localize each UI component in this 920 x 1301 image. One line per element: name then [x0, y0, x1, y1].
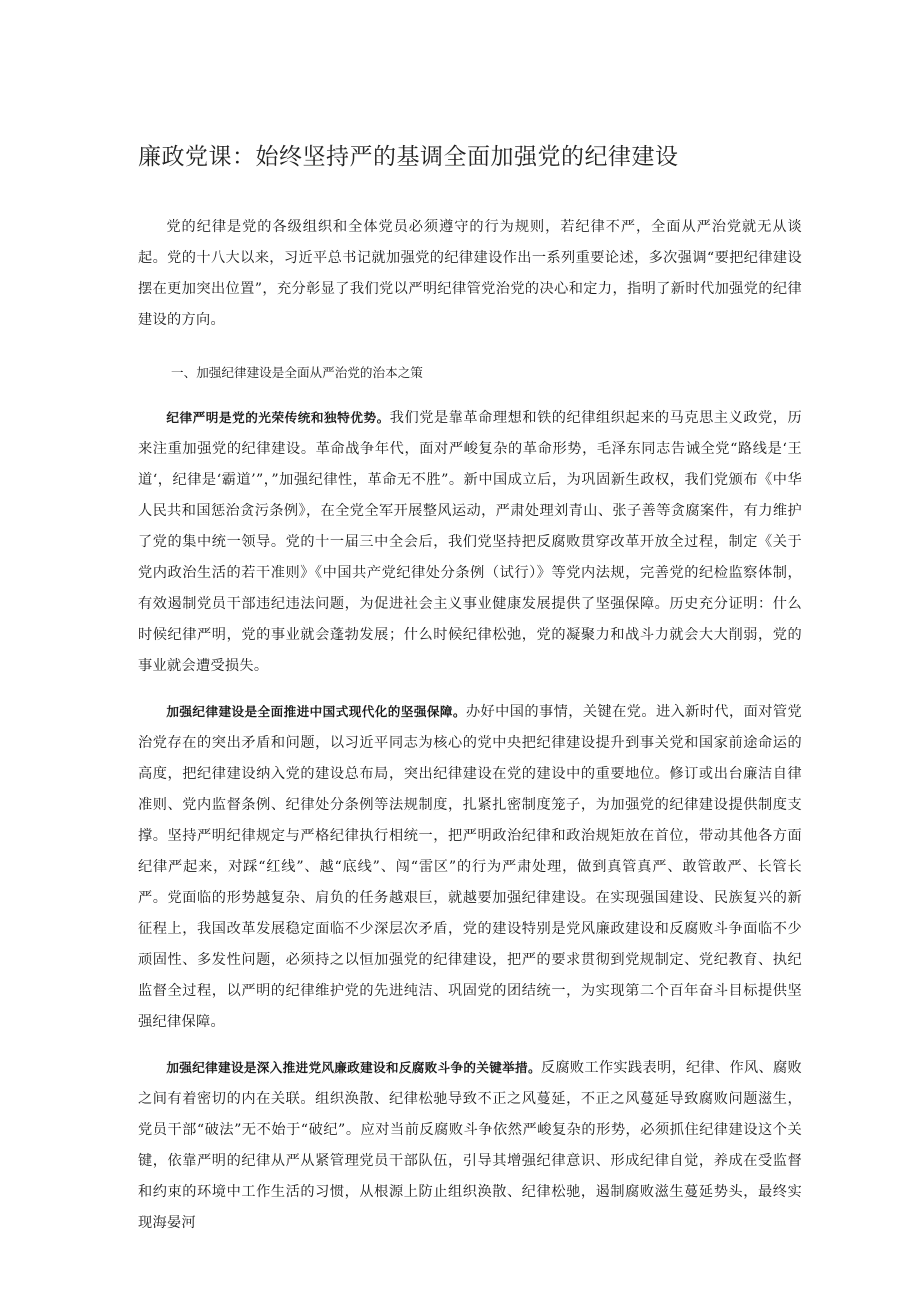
paragraph-2-body: 办好中国的事情，关键在党。进入新时代，面对管党治党存在的突出矛盾和问题，以习近平同志为核心的党中央把纪律建设提升到事关党和国家前途命运的高度，把纪律建设纳入党的建设总布局，突出纪律建设在党的建设中的重要地位。修订或出台廉洁自律准则、党内监督条例、纪律处分条例等法规制度，扎紧扎密制度笼子，为加强党的纪律建设提供制度支撑。坚持严明纪律规定与严格纪律执行相统一，把严明政治纪律和政治规矩放在首位，带动其他各方面纪律严起来，对踩“红线”、越“底线”、闯“雷区”的行为严肃处理，做到真管真严、敢管敢严、长管长严。党面临的形势越复杂、肩负的任务越艰巨，就越要加强纪律建设。在实现强国建设、民族复兴的新征程上，我国改革发展稳定面临不少深层次矛盾，党的建设特别是党风廉政建设和反腐败斗争面临不少顽固性、多发性问题，必须持之以恒加强党的纪律建设，把严的要求贯彻到党规制定、党纪教育、执纪监督全过程，以严明的纪律维护党的先进纯洁、巩固党的团结统一，为实现第二个百年奋斗目标提供坚强纪律保障。 [138, 704, 803, 1030]
paragraph-3 [138, 1052, 802, 1239]
paragraph-1-lead: 纪律严明是党的光荣传统和独特优势。 [166, 410, 390, 425]
paragraph-2-lead: 加强纪律建设是全面推进中国式现代化的坚强保障。 [166, 704, 466, 719]
document-title: 廉政党课：始终坚持严的基调全面加强党的纪律建设 [138, 144, 679, 170]
paragraph-1-body: 我们党是靠革命理想和铁的纪律组织起来的马克思主义政党，历来注重加强党的纪律建设。革命战争年代，面对严峻复杂的革命形势，毛泽东同志告诫全党“路线是‘王道‘，纪律是‘霸道’”，”加强纪律性，革命无不胜”。新中国成立后，为巩固新生政权，我们党颁布《中华人民共和国惩治贪污条例》，在全党全军开展整风运动，严肃处理刘青山、张子善等贪腐案件，有力维护了党的集中统一领导。党的十一届三中全会后，我们党坚持把反腐败贯穿改革开放全过程，制定《关于党内政治生活的若干准则》《中国共产党纪律处分条例（试行）》等党内法规，完善党的纪检监察体制，有效遏制党员干部违纪违法问题，为促进社会主义事业健康发展提供了坚强保障。历史充分证明：什么时候纪律严明，党的事业就会蓬勃发展；什么时候纪律松弛，党的凝聚力和战斗力就会大大削弱，党的事业就会遭受损失。 [138, 410, 802, 674]
paragraph-3-body: 反腐败工作实践表明，纪律、作风、腐败之间有着密切的内在关联。组织涣散、纪律松驰导致不正之风蔓延，不正之风蔓延导致腐败问题滋生，党员干部“破法”无不始于“破纪”。应对当前反腐败斗争依然严峻复杂的形势，必须抓住纪律建设这个关键，依靠严明的纪律从严从紧管理党员干部队伍，引导其增强纪律意识、形成纪律自觉，养成在受监督和约束的环境中工作生活的习惯，从根源上防止组织涣散、纪律松驰，遏制腐败滋生蔓延势头，最终实现海晏河 [138, 1060, 803, 1231]
paragraph-3-lead: 加强纪律建设是深入推进党风廉政建设和反腐败斗争的关键举措。 [166, 1060, 541, 1075]
paragraph-2 [138, 696, 802, 1038]
section-heading: 一、加强纪律建设是全面从严治党的治本之策 [171, 365, 423, 380]
document-page [138, 140, 802, 1253]
intro-paragraph: 党的纪律是党的各级组织和全体党员必须遵守的行为规则，若纪律不严，全面从严治党就无从谈起。党的十八大以来，习近平总书记就加强党的纪律建设作出一系列重要论述，多次强调“要把纪律建设摆在更加突出位置”，充分彰显了我们党以严明纪律管党治党的决心和定力，指明了新时代加强党的纪律建设的方向。 [138, 219, 802, 328]
paragraph-1 [138, 402, 802, 682]
